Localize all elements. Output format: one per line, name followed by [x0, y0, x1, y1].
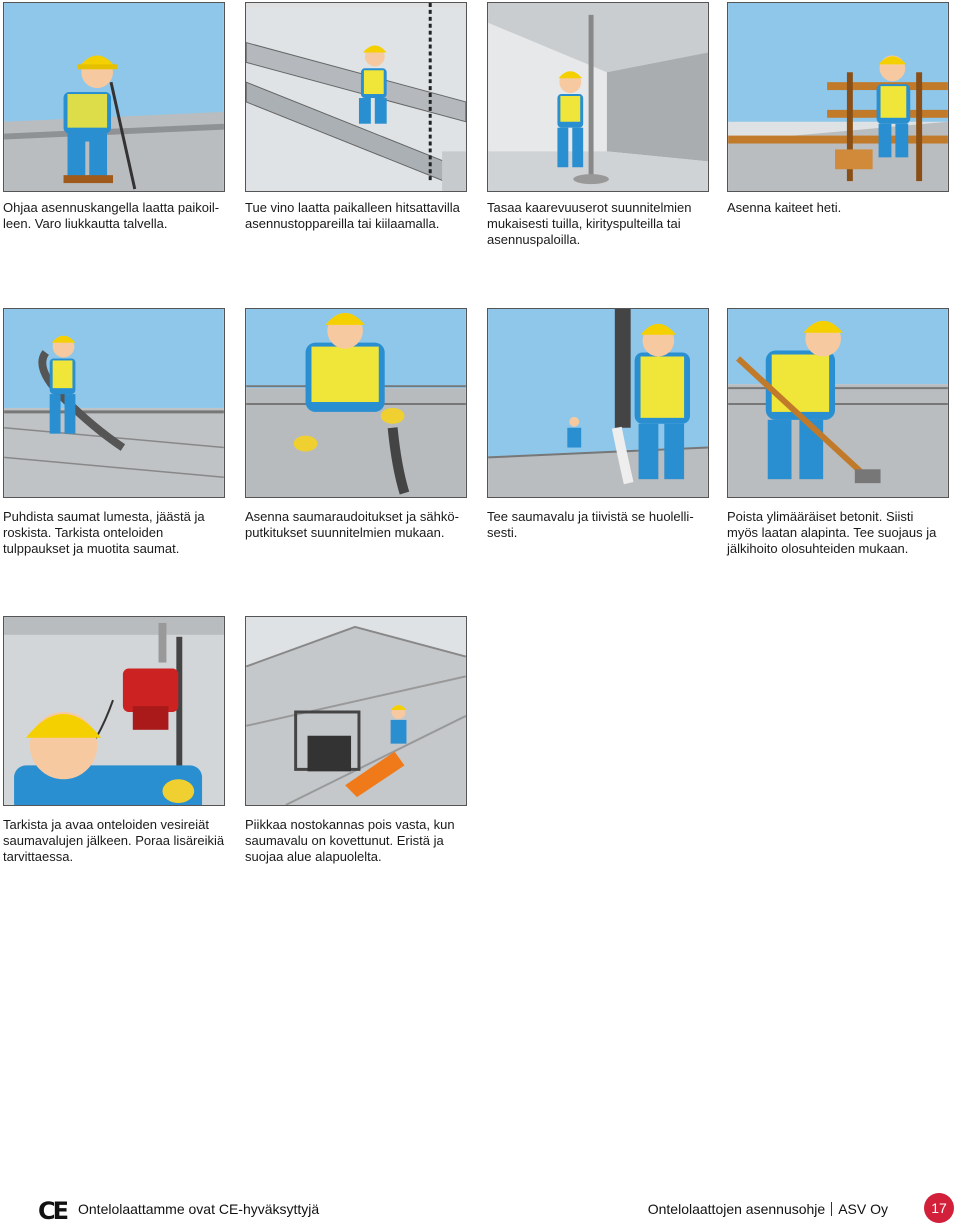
- page-number-badge: 17: [924, 1193, 954, 1223]
- step-4-illustration: [727, 2, 949, 192]
- step-10-caption: Piikkaa nostokannas pois vasta, kun saumavalu on kovettunut. Eristä ja suojaa alue alapuolelta.: [245, 817, 455, 864]
- step-7-caption: Tee saumavalu ja tiivistä se huolelli- sesti.: [487, 509, 694, 540]
- footer-document-title: Ontelolaattojen asennusohje: [647, 1201, 826, 1217]
- step-9-caption: Tarkista ja avaa onteloiden vesireiät saumavalujen jälkeen. Poraa lisäreikiä tarvittaessa.: [3, 817, 225, 864]
- step-4-caption: Asenna kaiteet heti.: [727, 200, 842, 215]
- step-8-caption: Poista ylimääräiset betonit. Siisti myös laatan alapinta. Tee suojaus ja jälkihoito olosuhteiden mukaan.: [727, 509, 937, 556]
- worker-placing-joint-reinforcement-illustration: [246, 309, 466, 497]
- step-2-caption: Tue vino laatta paikalleen hitsattavilla asennustoppareilla tai kiilaamalla.: [245, 200, 460, 231]
- step-5-caption: Puhdista saumat lumesta, jäästä ja roskista. Tarkista onteloiden tulppaukset ja muotita saumat.: [3, 509, 205, 556]
- step-2-illustration: [245, 2, 467, 192]
- step-9-illustration: [3, 616, 225, 806]
- step-8-illustration: [727, 308, 949, 498]
- worker-drilling-water-holes-illustration: [4, 617, 224, 805]
- page-footer: [0, 1190, 960, 1226]
- step-5-illustration: [3, 308, 225, 498]
- step-1-illustration: [3, 2, 225, 192]
- footer-document-info: [648, 1201, 888, 1217]
- footer-ce-statement: Ontelolaattamme ovat CE-hyväksyttyjä: [78, 1201, 320, 1217]
- footer-separator: [831, 1202, 832, 1216]
- step-10-illustration: [245, 616, 467, 806]
- worker-installing-railing-illustration: [728, 3, 948, 191]
- worker-on-inclined-slab-illustration: [246, 3, 466, 191]
- step-1-caption: Ohjaa asennuskangella laatta paikoil- leen. Varo liukkautta talvella.: [3, 200, 220, 231]
- ce-mark-icon: CE: [38, 1197, 67, 1225]
- step-3-illustration: [487, 2, 709, 192]
- worker-with-support-prop-illustration: [488, 3, 708, 191]
- worker-cleaning-excess-concrete-illustration: [728, 309, 948, 497]
- step-7-illustration: [487, 308, 709, 498]
- step-6-illustration: [245, 308, 467, 498]
- worker-pouring-joint-concrete-illustration: [488, 309, 708, 497]
- footer-company: ASV Oy: [838, 1201, 888, 1217]
- worker-blowing-joints-clean-illustration: [4, 309, 224, 497]
- step-3-caption: Tasaa kaarevuuserot suunnitelmien mukaisesti tuilla, kirityspulteilla tai asennuspaloilla.: [487, 200, 692, 247]
- step-6-caption: Asenna saumaraudoitukset ja sähkö- putkitukset suunnitelmien mukaan.: [245, 509, 459, 540]
- worker-guiding-slab-with-bar-illustration: [4, 3, 224, 191]
- worker-chiselling-lifting-lug-illustration: [246, 617, 466, 805]
